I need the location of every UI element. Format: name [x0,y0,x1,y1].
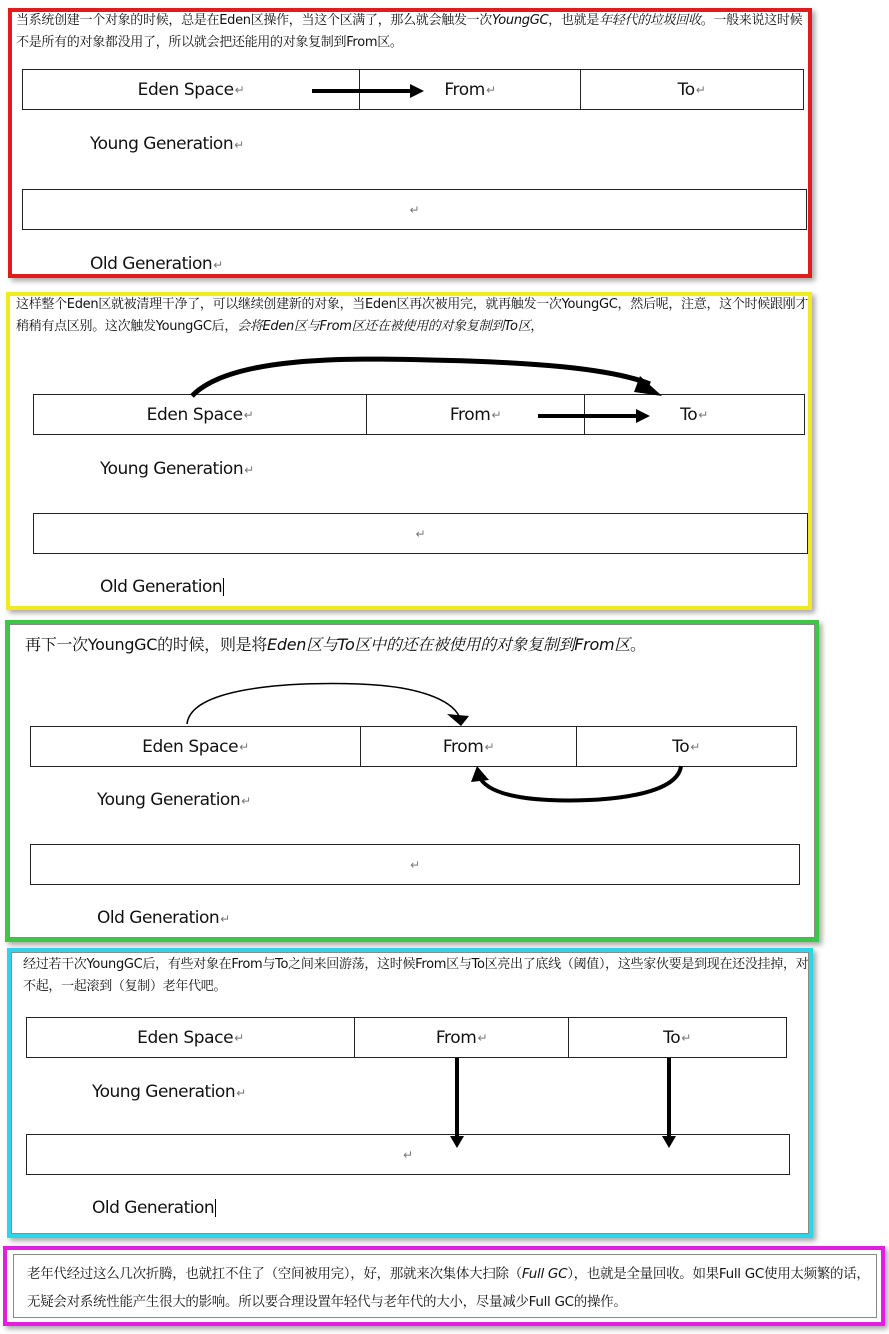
eden-to-from-arc [187,683,459,724]
panel-minor-gc-first [8,8,812,278]
eden-space-cell: Eden Space ↵ [137,79,245,100]
to-cell: To ↵ [568,1018,785,1057]
eden-to-to-arc [192,359,650,396]
paragraph-mark: ↵ [415,526,426,541]
caption: 这样整个Eden区就被清理干净了，可以继续创建新的对象，当Eden区再次被用完，就再触发一次YoungGC，然后呢，注意，这个时候跟刚才稍稍有点区别。这次触发YoungGC后，会将Eden区与From区还在被使用的对象复制到To区， [16,297,809,334]
young-generation-label: Young Generation↵ [90,134,244,154]
panel-promotion-to-old [7,948,813,1238]
old-generation-label: Old Generation↵ [97,908,230,928]
panel-minor-gc-third [5,620,819,942]
young-generation-label: Young Generation↵ [97,790,251,810]
from-cell: From ↵ [359,70,580,109]
young-generation-row [22,69,804,110]
paragraph-mark: ↵ [409,857,421,872]
young-generation-label: Young Generation↵ [100,459,254,479]
caption: 再下一次YoungGC的时候，则是将Eden区与To区中的还在被使用的对象复制到From区。 [25,635,646,654]
paragraph-mark: ↵ [402,1147,414,1162]
copy-arrows [10,296,808,606]
young-generation-label: Young Generation↵ [92,1082,246,1102]
eden-to-to-arrowhead [634,376,662,396]
from-cell: From ↵ [360,727,576,766]
eden-space-cell: Eden Space ↵ [137,1027,244,1048]
old-generation-label: Old Generation [92,1198,215,1218]
panel-minor-gc-second [6,292,812,610]
old-generation-box [22,189,807,230]
to-to-from-arc [479,766,681,800]
to-cell: To ↵ [576,727,795,766]
caption: 当系统创建一个对象的时候，总是在Eden区操作，当这个区满了，那么就会触发一次YoungGC，也就是年轻代的垃圾回收。一般来说这时候不是所有的对象都没用了，所以就会把还能用的对象复制到From区。 [16,13,803,50]
inner-frame [9,624,815,938]
text-cursor [223,578,224,596]
text-cursor [215,1199,216,1217]
panel-full-gc [3,1246,885,1326]
copy-arrows [9,624,815,938]
caption: 经过若干次YoungGC后，有些对象在From与To之间来回游荡，这时候From区与To区亮出了底线（阈值），这些家伙要是到现在还没挂掉，对不起，一起滚到（复制）老年代吧。 [23,957,809,994]
eden-space-cell: Eden Space ↵ [146,404,254,425]
young-generation-row [33,394,805,435]
old-generation-label: Old Generation [100,577,223,597]
eden-space-cell: Eden Space ↵ [142,736,249,757]
to-cell: To ↵ [580,70,802,109]
from-cell: From ↵ [354,1018,568,1057]
from-cell: From ↵ [366,395,584,434]
old-generation-box [26,1134,790,1175]
caption: 老年代经过这么几次折腾，也就扛不住了（空间被用完），好，那就来次集体大扫除（Full GC），也就是全量回收。如果Full GC使用太频繁的话，无疑会对系统性能产生很大的影响。所以要合理设置年轻代与老年代的大小，尽量减少Full GC的操作。 [27,1266,870,1310]
old-generation-box [33,513,808,554]
to-to-from-arrowhead [471,766,489,782]
old-generation-label: Old Generation↵ [90,254,223,274]
eden-to-from-arrowhead [447,714,469,726]
to-cell: To ↵ [584,395,803,434]
paragraph-mark: ↵ [409,202,420,217]
old-generation-box [30,844,800,885]
young-generation-row [26,1017,787,1058]
young-generation-row [30,726,797,767]
